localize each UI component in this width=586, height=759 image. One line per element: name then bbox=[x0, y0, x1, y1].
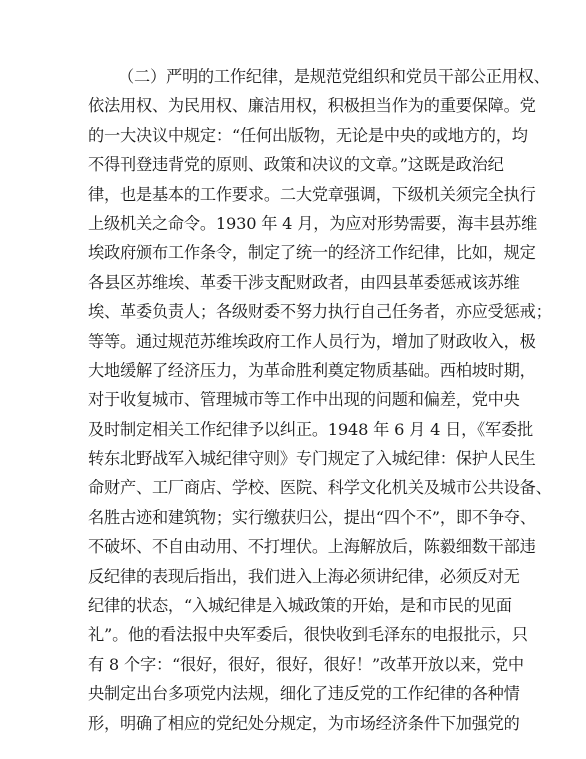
text-line-2: 依法用权、为民用权、廉洁用权，积极担当作为的重要保障。党 bbox=[88, 96, 536, 116]
text-line-15: 命财产、工厂商店、学校、医院、科学文化机关及城市公共设备、 bbox=[88, 478, 552, 498]
text-line-23: 形，明确了相应的党纪处分规定，为市场经济条件下加强党的 bbox=[88, 713, 520, 733]
body-paragraph bbox=[88, 62, 552, 738]
text-line-19: 纪律的状态，“入城纪律是入城政策的开始，是和市民的见面 bbox=[88, 596, 512, 616]
text-line-14: 转东北野战军入城纪律守则》专门规定了入城纪律：保护人民生 bbox=[88, 449, 536, 469]
text-line-16: 名胜古迹和建筑物；实行缴获归公，提出“四个不”，即不争夺、 bbox=[88, 507, 536, 527]
text-line-21: 有 8 个字：“很好，很好，很好，很好！”改革开放以来，党中 bbox=[88, 654, 524, 674]
text-line-22: 央制定出台多项党内法规，细化了违反党的工作纪律的各种情 bbox=[88, 684, 520, 704]
text-line-12: 对于收复城市、管理城市等工作中出现的问题和偏差，党中央 bbox=[88, 390, 520, 410]
text-line-6: 上级机关之命令。1930 年 4 月，为应对形势需要，海丰县苏维 bbox=[88, 213, 538, 233]
text-line-9: 埃、革委负责人；各级财委不努力执行自己任务者，亦应受惩戒； bbox=[88, 302, 552, 322]
text-line-5: 律，也是基本的工作要求。二大党章强调，下级机关须完全执行 bbox=[88, 184, 536, 204]
text-line-11: 大地缓解了经济压力，为革命胜利奠定物质基础。西柏坡时期， bbox=[88, 360, 536, 380]
text-line-10: 等等。通过规范苏维埃政府工作人员行为，增加了财政收入，极 bbox=[88, 331, 536, 351]
text-line-8: 各县区苏维埃、革委干涉支配财政者，由四县革委惩戒该苏维 bbox=[88, 272, 520, 292]
text-line-7: 埃政府颁布工作条令，制定了统一的经济工作纪律，比如，规定 bbox=[88, 243, 536, 263]
text-line-18: 反纪律的表现后指出，我们进入上海必须讲纪律，必须反对无 bbox=[88, 566, 520, 586]
text-line-4: 不得刊登违背党的原则、政策和决议的文章。”这既是政治纪 bbox=[88, 155, 504, 175]
text-line-3: 的一大决议中规定：“任何出版物，无论是中央的或地方的，均 bbox=[88, 125, 528, 145]
text-line-17: 不破坏、不自由动用、不打埋伏。上海解放后，陈毅细数干部违 bbox=[88, 537, 536, 557]
text-line-13: 及时制定相关工作纪律予以纠正。1948 年 6 月 4 日，《军委批 bbox=[88, 419, 533, 439]
text-line-20: 礼”。他的看法报中央军委后，很快收到毛泽东的电报批示，只 bbox=[88, 625, 528, 645]
text-line-1: （二）严明的工作纪律，是规范党组织和党员干部公正用权、 bbox=[118, 67, 550, 86]
